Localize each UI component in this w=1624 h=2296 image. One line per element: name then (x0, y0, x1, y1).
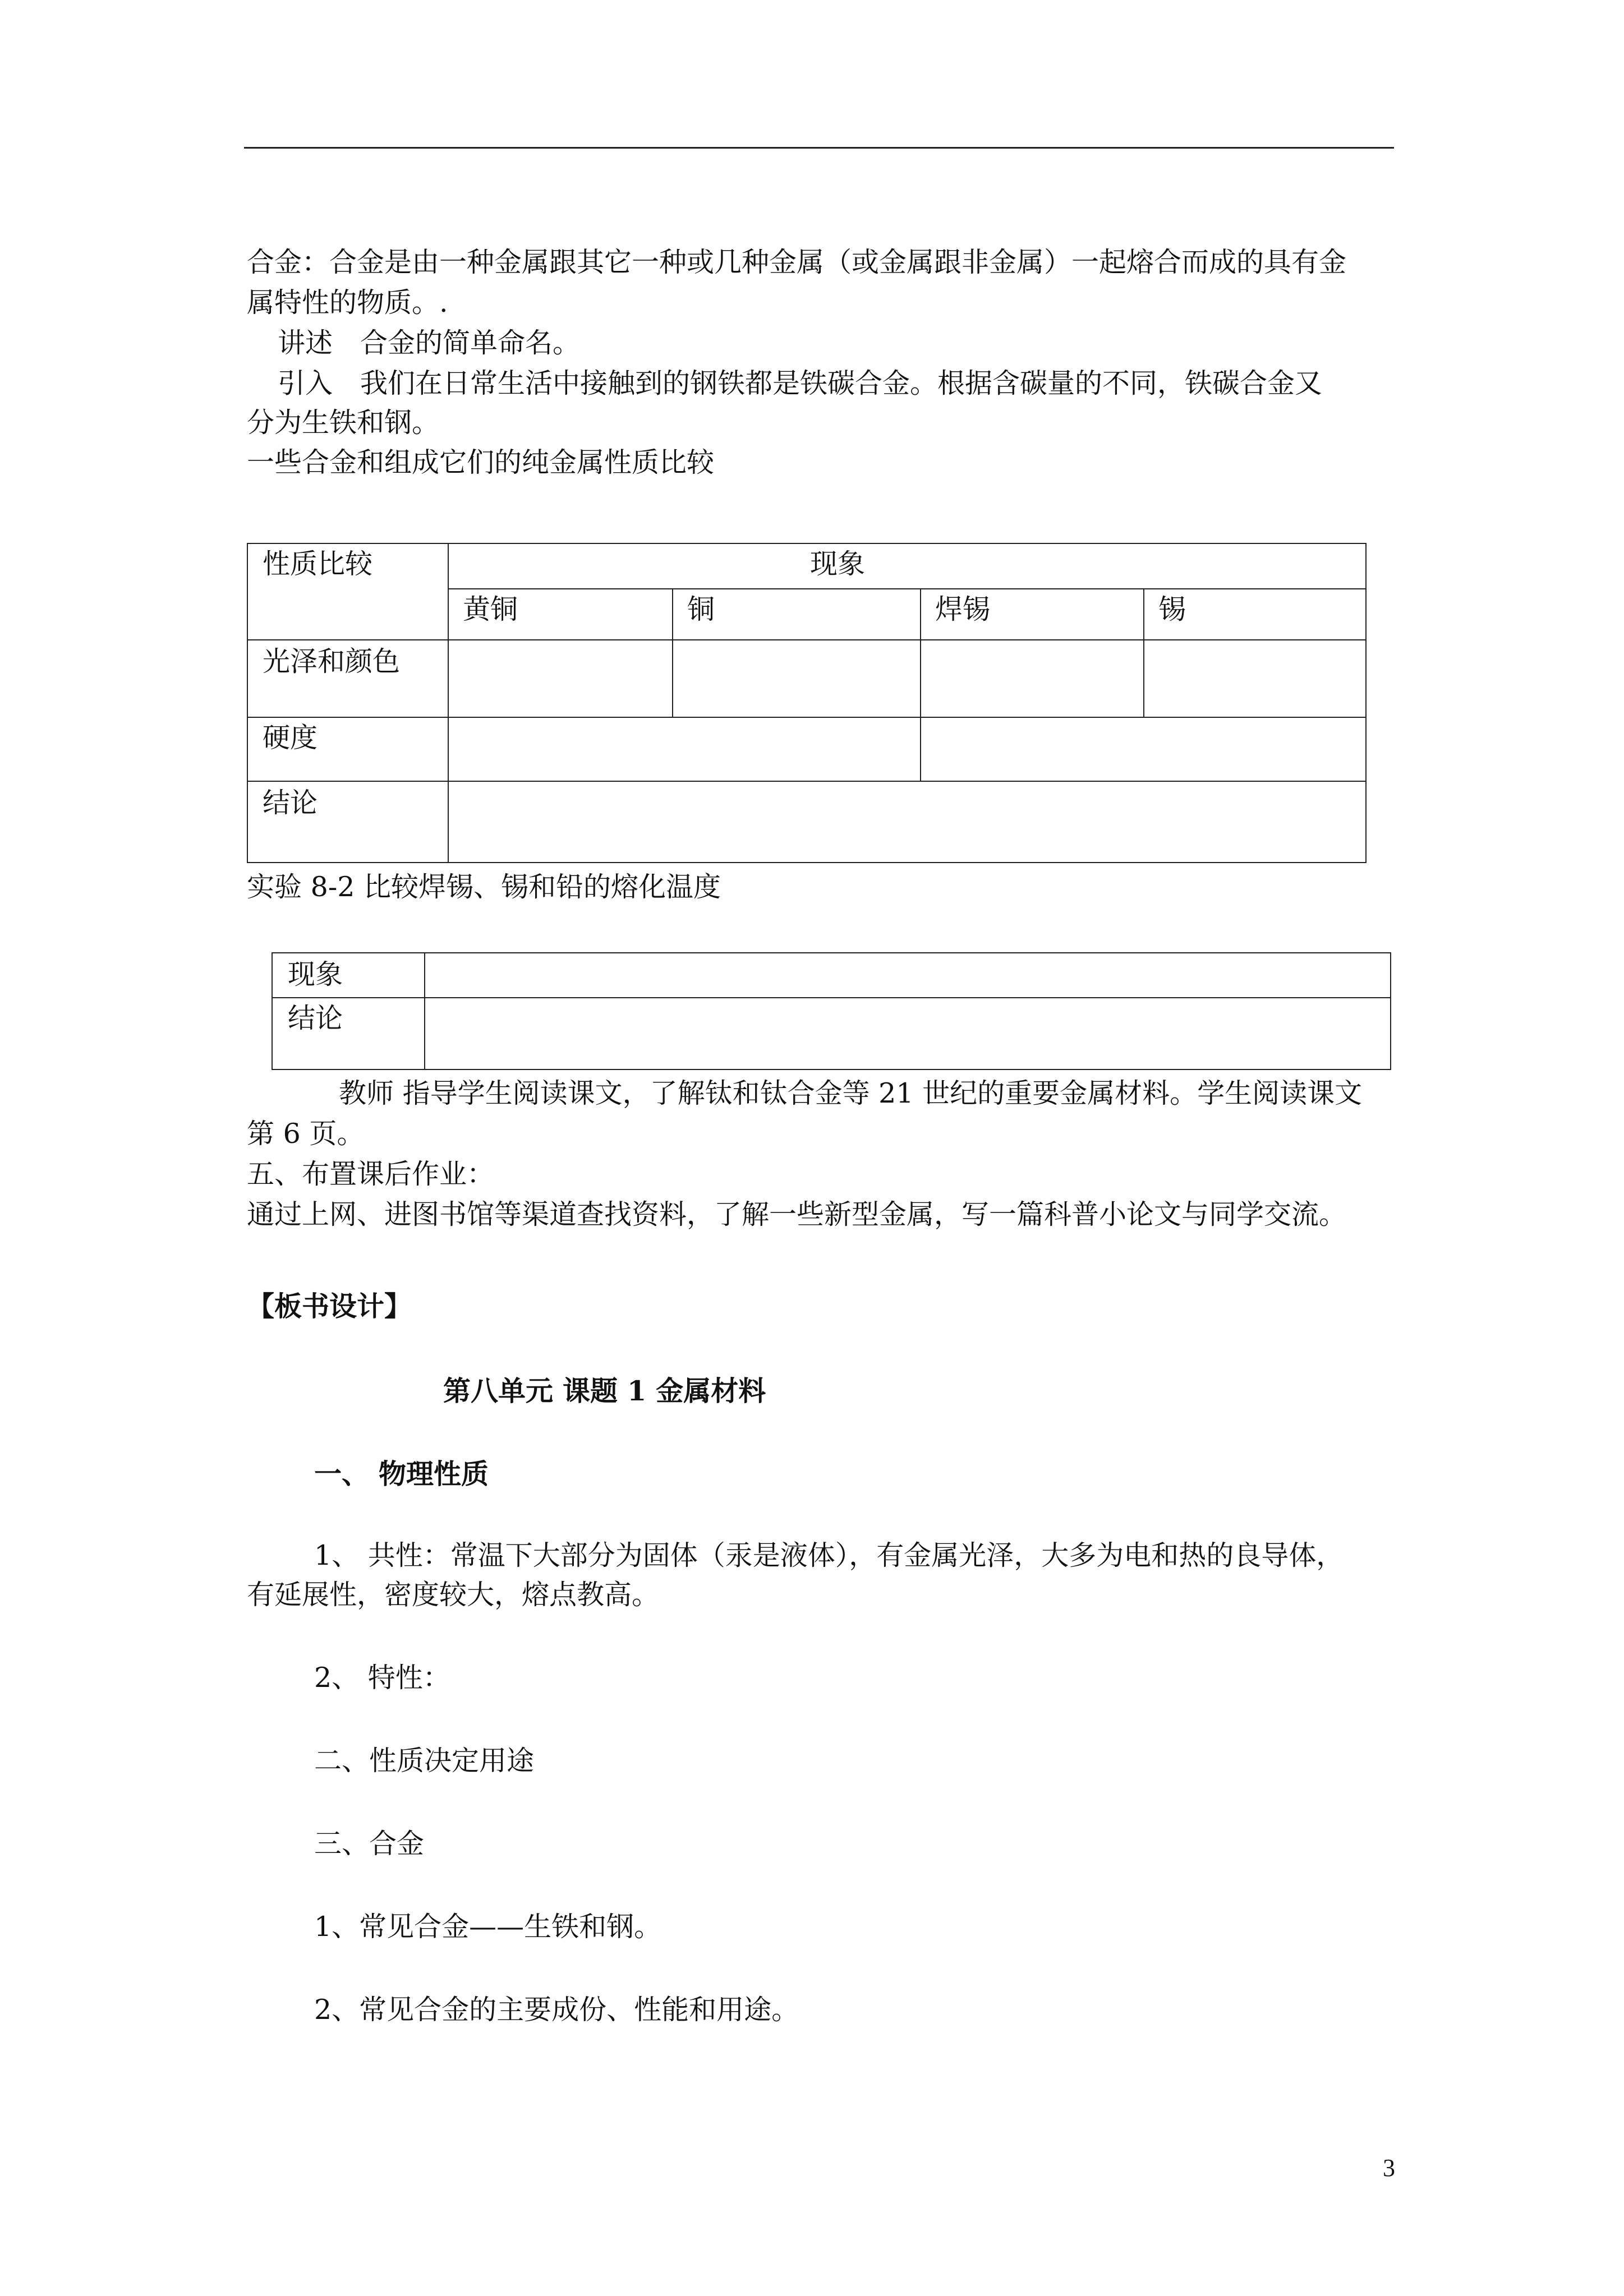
table-divider (424, 952, 425, 1070)
intro-line-1: 引入 我们在日常生活中接触到的钢铁都是铁碳合金。根据含碳量的不同，铁碳合金又 (278, 367, 1323, 399)
common-property-line-2: 有延展性，密度较大，熔点教高。 (247, 1579, 660, 1611)
common-property-line-1: 1、 共性：常温下大部分为固体（汞是液体），有金属光泽，大多为电和热的良导体， (314, 1539, 1344, 1571)
table-divider (272, 997, 1391, 998)
table-divider (448, 543, 449, 863)
alloy-item: 2、常见合金的主要成份、性能和用途。 (314, 1994, 799, 2026)
section-heading: 一、 物理性质 (314, 1458, 489, 1490)
homework-title: 五、布置课后作业： (247, 1158, 495, 1190)
teacher-line-1: 教师 指导学生阅读课文，了解钛和钛合金等 21 世纪的重要金属材料。学生阅读课文 (339, 1077, 1363, 1109)
table-divider (247, 717, 1367, 718)
alloy-definition-line-1: 合金：合金是由一种金属跟其它一种或几种金属（或金属跟非金属）一起熔合而成的具有金 (247, 246, 1347, 278)
column-header: 焊锡 (935, 593, 991, 625)
row-header: 硬度 (263, 722, 318, 754)
row-header: 现象 (288, 958, 343, 990)
table-divider (247, 781, 1367, 782)
section-heading: 二、性质决定用途 (314, 1745, 535, 1777)
narrate-line: 讲述 合金的简单命名。 (278, 327, 581, 359)
experiment-title: 实验 8-2 比较焊锡、锡和铅的熔化温度 (247, 871, 721, 903)
page-number: 3 (1383, 2154, 1395, 2182)
table-divider (247, 639, 1367, 640)
homework-text: 通过上网、进图书馆等渠道查找资料，了解一些新型金属，写一篇科普小论文与同学交流。 (247, 1198, 1347, 1230)
row-header: 结论 (288, 1002, 343, 1034)
table-divider (920, 588, 921, 781)
table-divider (1143, 588, 1144, 717)
alloy-item: 1、常见合金——生铁和钢。 (314, 1911, 662, 1943)
special-property: 2、 特性： (314, 1662, 450, 1694)
teacher-line-2: 第 6 页。 (247, 1118, 365, 1150)
table-corner-header: 性质比较 (263, 548, 373, 580)
phenomenon-header: 现象 (810, 548, 866, 580)
comparison-title: 一些合金和组成它们的纯金属性质比较 (247, 446, 715, 478)
column-header: 锡 (1158, 593, 1186, 625)
header-rule (244, 147, 1394, 149)
alloy-definition-line-2: 属特性的物质。. (247, 287, 448, 319)
table-frame (272, 952, 1391, 1070)
board-design-title: 【板书设计】 (247, 1290, 412, 1322)
column-header: 铜 (687, 593, 715, 625)
table-frame (247, 543, 1367, 863)
column-header: 黄铜 (463, 593, 518, 625)
row-header: 光泽和颜色 (263, 646, 401, 677)
table-divider (672, 588, 673, 717)
unit-title: 第八单元 课题 1 金属材料 (443, 1375, 766, 1407)
intro-line-2: 分为生铁和钢。 (247, 407, 440, 439)
section-heading: 三、合金 (314, 1828, 425, 1860)
row-header: 结论 (263, 787, 318, 819)
table-divider (448, 588, 1367, 589)
